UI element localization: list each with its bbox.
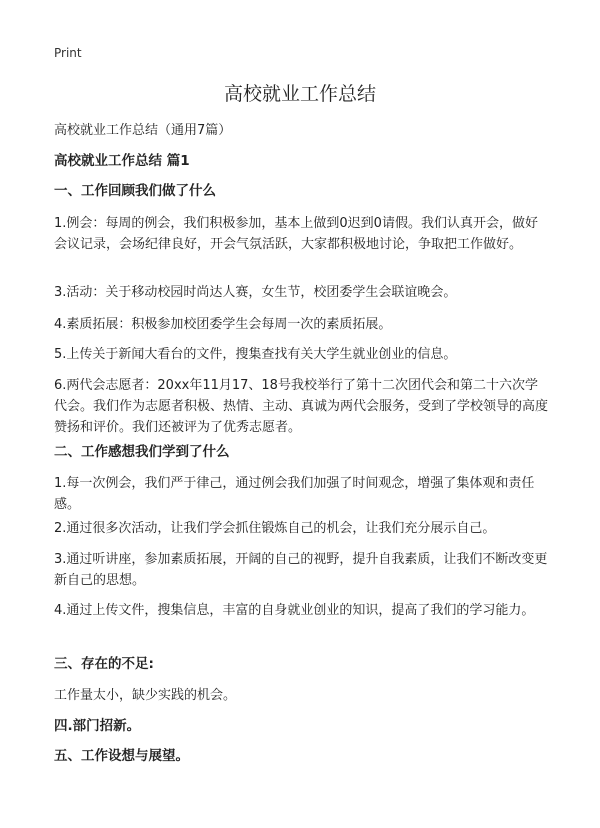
document-subtitle: 高校就业工作总结（通用7篇）	[54, 123, 232, 138]
paragraph-shortcomings: 工作量太小，缺少实践的机会。	[54, 688, 237, 703]
heading-lessons-learned: 二、工作感想我们学到了什么	[54, 444, 230, 460]
heading-recruitment: 四.部门招新。	[54, 718, 141, 734]
paragraph-quality-training: 4.素质拓展：积极参加校团委学生会每周一次的素质拓展。	[54, 317, 392, 332]
heading-shortcomings: 三、存在的不足:	[54, 656, 154, 672]
paragraph-lesson-lectures: 3.通过听讲座，参加素质拓展，开阔的自己的视野，提升自我素质，让我们不断改变更新自己的思想。	[54, 552, 548, 588]
paragraph-volunteers: 6.两代会志愿者：20xx年11月17、18号我校举行了第十二次团代会和第二十六次学代会。我们作为志愿者积极、热情、主动、真诚为两代会服务，受到了学校领导的高度赞扬和评价。我们还被评为了优秀志愿者。	[54, 378, 549, 435]
paragraph-meeting: 1.例会：每周的例会，我们积极参加，基本上做到0迟到0请假。我们认真开会，做好会议记录，会场纪律良好，开会气氛活跃，大家都积极地讨论，争取把工作做好。	[54, 216, 538, 252]
paragraph-lesson-uploads: 4.通过上传文件，搜集信息，丰富的自身就业创业的知识，提高了我们的学习能力。	[54, 603, 535, 618]
paragraph-lesson-activities: 2.通过很多次活动，让我们学会抓住锻炼自己的机会，让我们充分展示自己。	[54, 521, 496, 536]
print-link[interactable]: Print	[54, 46, 82, 60]
paragraph-upload-files: 5.上传关于新闻大看台的文件，搜集查找有关大学生就业创业的信息。	[54, 347, 457, 362]
heading-outlook: 五、工作设想与展望。	[54, 748, 189, 764]
document-title: 高校就业工作总结	[223, 83, 376, 105]
paragraph-activities: 3.活动：关于移动校园时尚达人赛，女生节，校团委学生会联谊晚会。	[54, 285, 457, 300]
heading-work-review: 一、工作回顾我们做了什么	[54, 183, 216, 199]
paragraph-lesson-meeting: 1.每一次例会，我们严于律己，通过例会我们加强了时间观念，增强了集体观和责任感。	[54, 476, 535, 512]
section-title: 高校就业工作总结 篇1	[54, 153, 190, 169]
